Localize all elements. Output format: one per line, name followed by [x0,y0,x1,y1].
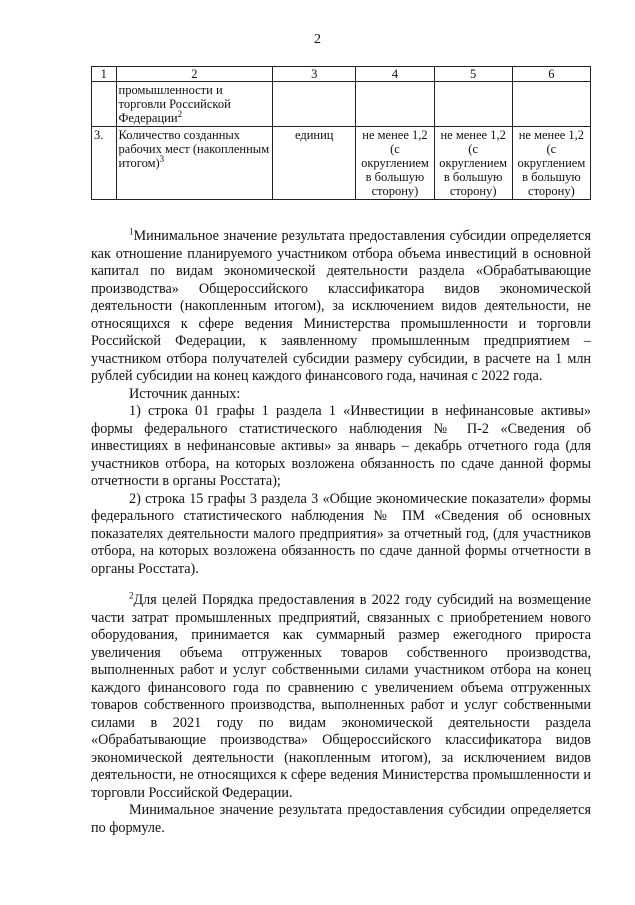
row-value-col5: не менее 1,2 (с округлением в большую сторону) [434,127,512,200]
header-cell-1: 1 [92,67,117,82]
row-indicator-name: Количество созданных рабочих мест (накопленным итогом)$^3$ [116,127,273,200]
header-cell-5: 5 [434,67,512,82]
row-value-col4: не менее 1,2 (с округлением в большую сторону) [356,127,434,200]
footnote-1 [91,228,591,578]
row-value-col6: не менее 1,2 (с округлением в большую сторону) [512,127,590,200]
footnote-2 [91,592,591,837]
header-cell-2: 2 [116,67,273,82]
footnote-1-paragraph: $^1$Минимальное значение результата предоставления субсидии определяется как отношение планируемого участником отбора объема инвестиций в основной капитал по видам экономической деятельности раздела «Обрабатывающие производства» Общероссийского классификатора видов экономической деятельности (накопленным итогом), за исключением видов деятельности, не относящихся к сфере ведения Министерства промышленности и торговли Российской Федерации, к заявленному промышленным предприятием – участником отбора получателей субсидии размеру субсидии, в расчете на 1 млн рублей субсидии на конец каждого финансового года, начиная с 2022 года. [91,226,591,384]
header-cell-6: 6 [512,67,590,82]
footnote-2-formula-note: Минимальное значение результата предоставления субсидии определяется по формуле. [91,802,591,836]
footnote-2-paragraph: $^2$Для целей Порядка предоставления в 2022 году субсидий на возмещение части затрат промышленных предприятий, связанных с приобретением нового оборудования, принимается как суммарный размер ежегодного прироста увеличения объема отгруженных товаров собственного производства, выполненных работ и услуг собственными силами участником отбора на конец каждого финансового года по сравнению с увеличением объема отгруженных товаров собственного производства, выполненных работ и услуг собственными силами в 2021 году по видам экономической деятельности раздела «Обрабатывающие производства» Общероссийского классификатора видов экономической деятельности (накопленным итогом), за исключением видов деятельности, не относящихся к сфере ведения Министерства промышленности и торговли Российской Федерации. [91,590,591,801]
row-unit: единиц [273,127,356,200]
page-number: 2 [314,32,321,47]
row-number: 3. [92,127,117,200]
table-row-continuation [92,82,591,127]
table-row-3 [92,127,591,200]
results-table [91,66,591,200]
header-cell-4: 4 [356,67,434,82]
footnote-1-source-item-1: 1) строка 01 графы 1 раздела 1 «Инвестиции в нефинансовые активы» формы федерального статистического наблюдения № П-2 «Сведения об инвестициях в нефинансовые активы» за январь – декабрь отчетного года (для участников отбора, на которых возложена обязанность по сдаче данной формы отчетности в органы Росстата); [91,403,591,489]
footnote-1-source-item-2: 2) строка 15 графы 3 раздела 3 «Общие экономические показатели» формы федерального статистического наблюдения № ПМ «Сведения об основных показателях деятельности малого предприятия» за отчетный год, (для участников отбора, на которых возложена обязанность по сдаче данной формы отчетности в органы Росстата). [91,490,591,577]
footnote-1-source-heading: Источник данных: [129,385,241,402]
header-cell-3: 3 [273,67,356,82]
continuation-text: промышленности и торговли Российской Федерации$^2$ [116,82,273,127]
table-header-row [92,67,591,82]
